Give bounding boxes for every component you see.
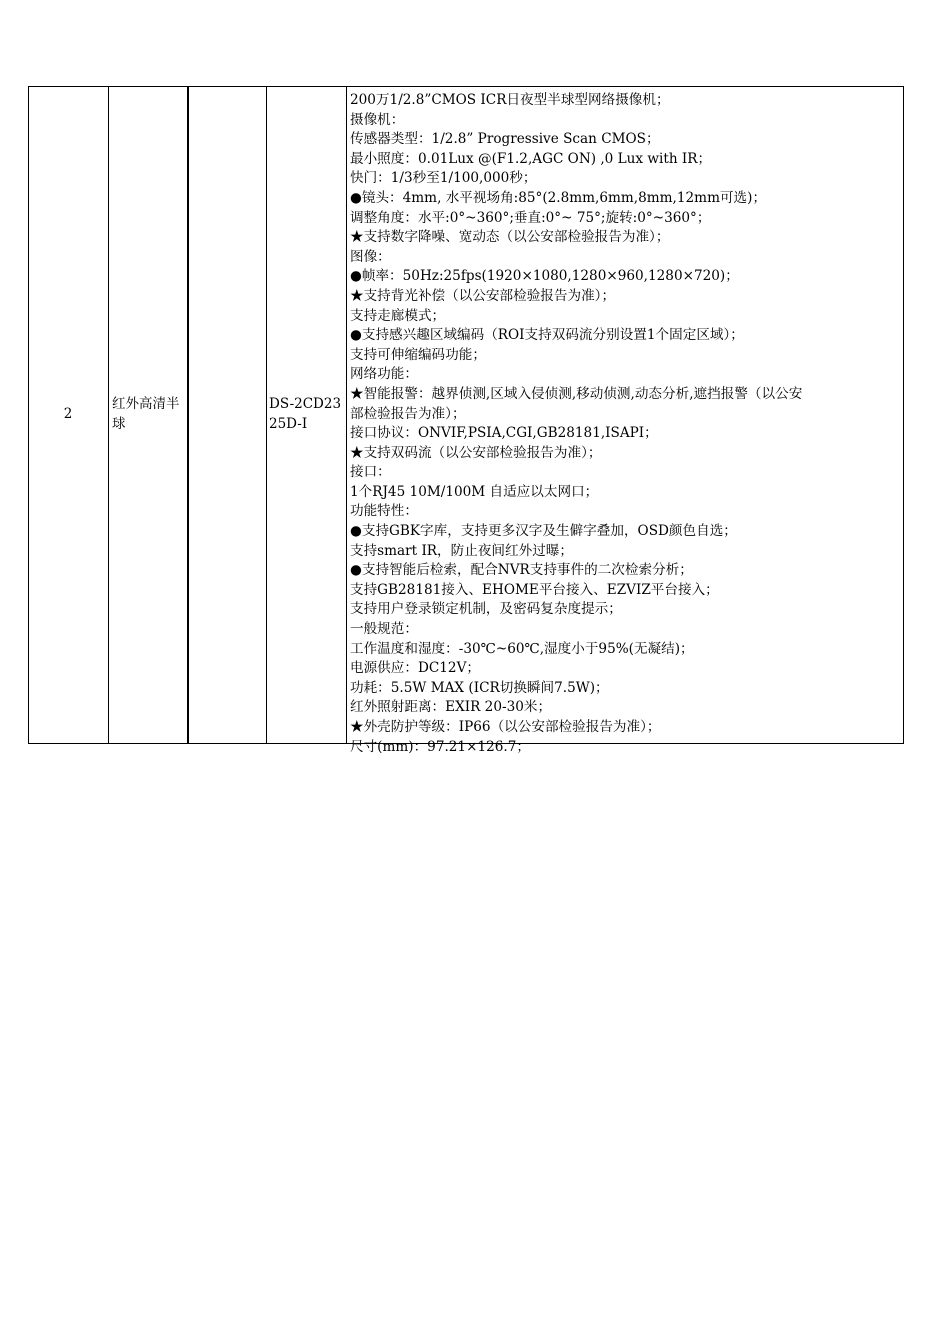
product-model (269, 86, 347, 744)
spec-line: 快门：1/3秒至1/100,000秒； (350, 170, 537, 187)
spec-line: ●支持GBK字库，支持更多汉字及生僻字叠加，OSD颜色自选； (350, 523, 737, 540)
spec-line: 接口协议：ONVIF,PSIA,CGI,GB28181,ISAPI； (350, 425, 658, 442)
spec-line: 支持用户登录锁定机制，及密码复杂度提示； (350, 601, 622, 618)
spec-description (350, 91, 902, 757)
spec-line: 一般规范： (350, 621, 418, 638)
product-model-text: DS-2CD2325D-I (269, 396, 342, 432)
product-name-text: 红外高清半球 (112, 396, 180, 432)
spec-line: 传感器类型：1/2.8” Progressive Scan CMOS； (350, 131, 660, 148)
spec-line: ★智能报警：越界侦测,区域入侵侦测,移动侦测,动态分析,遮挡报警（以公安 (350, 385, 803, 402)
spec-line: 200万1/2.8”CMOS ICR日夜型半球型网络摄像机； (350, 92, 670, 108)
spec-line: 1个RJ45 10M/100M 自适应以太网口； (350, 483, 599, 500)
spec-line: ★外壳防护等级：IP66（以公安部检验报告为准）； (350, 719, 661, 735)
spec-line: 红外照射距离：EXIR 20-30米； (350, 699, 552, 716)
spec-line: 支持smart IR，防止夜间红外过曝； (350, 542, 573, 559)
row-number-text: 2 (63, 406, 73, 423)
spec-line: 最小照度：0.01Lux @(F1.2,AGC ON) ,0 Lux with IR； (350, 150, 712, 167)
spec-line: 接口： (350, 464, 391, 481)
spec-line: 部检验报告为准）； (350, 405, 466, 422)
spec-line: 功耗：5.5W MAX (ICR切换瞬间7.5W)； (350, 679, 609, 696)
column-divider (266, 86, 267, 744)
spec-line: ●支持智能后检索，配合NVR支持事件的二次检索分析； (350, 562, 693, 579)
spec-line: 电源供应：DC12V； (350, 660, 480, 677)
spec-line: ●支持感兴趣区域编码（ROI支持双码流分别设置1个固定区域）； (350, 327, 744, 344)
spec-line: 支持可伸缩编码功能； (350, 346, 486, 363)
spec-line: 工作温度和湿度：-30℃~60℃,湿度小于95%(无凝结)； (350, 640, 694, 657)
spec-line: 图像： (350, 248, 391, 265)
spec-line: 调整角度：水平:0°~360°;垂直:0°~ 75°;旋转:0°~360°； (350, 209, 711, 226)
spec-line: 摄像机： (350, 111, 405, 128)
spec-line: 功能特性： (350, 503, 418, 520)
spec-line: ★支持双码流（以公安部检验报告为准）； (350, 444, 602, 461)
spec-line: ★支持背光补偿（以公安部检验报告为准）； (350, 287, 616, 304)
column-divider (108, 86, 109, 744)
spec-line: ●镜头：4mm, 水平视场角:85°(2.8mm,6mm,8mm,12mm可选)； (350, 189, 767, 206)
spec-table (28, 86, 904, 755)
spec-line: 支持GB28181接入、EHOME平台接入、EZVIZ平台接入； (350, 581, 719, 598)
spec-line: ★支持数字降噪、宽动态（以公安部检验报告为准）； (350, 229, 670, 246)
table-right-border (903, 86, 904, 744)
column-divider (187, 86, 189, 744)
spec-line: 尺寸(mm)：97.21×126.7； (350, 738, 530, 755)
product-name (112, 86, 186, 744)
spec-line: 支持走廊模式； (350, 307, 446, 324)
spec-line: 网络功能： (350, 366, 418, 383)
spec-line: ●帧率：50Hz:25fps(1920×1080,1280×960,1280×720)； (350, 268, 739, 285)
row-number (28, 86, 108, 744)
